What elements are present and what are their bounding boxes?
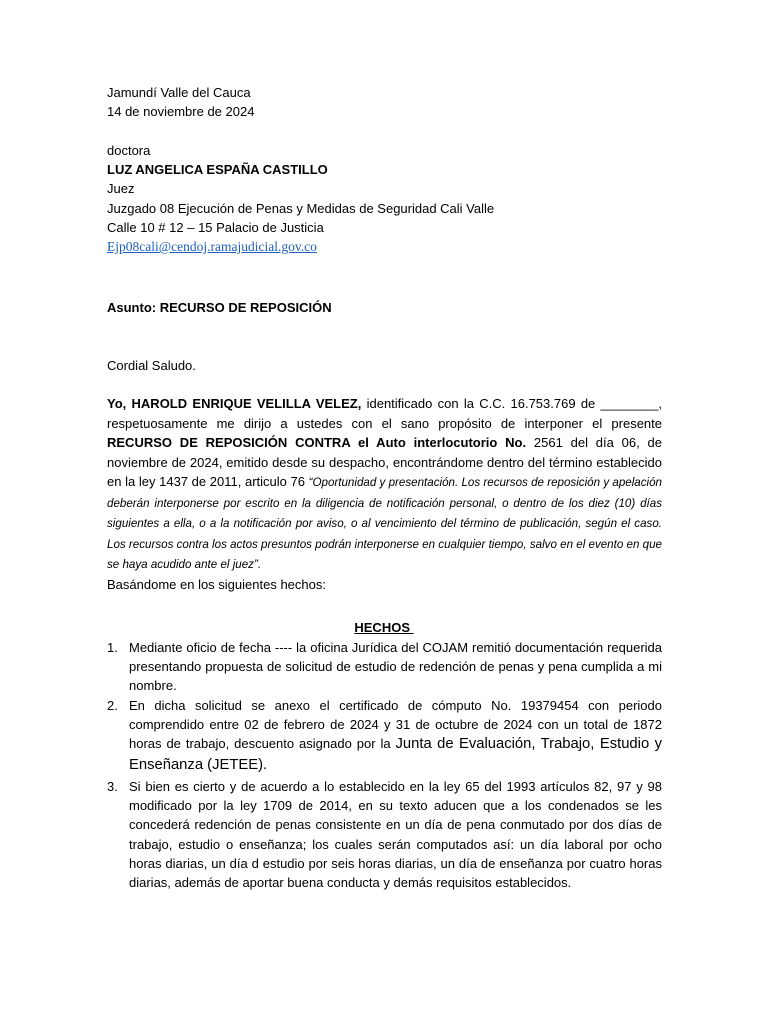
petitioner-name: HAROLD ENRIQUE VELILLA VELEZ, [131, 396, 362, 411]
facts-heading: HECHOS [354, 620, 414, 635]
fact-text: Si bien es cierto y de acuerdo a lo establecido en la ley 65 del 1993 artículos 82, 97 y 98 modificado por la ley 1709 de 2014, en su texto aducen que a los condenados se les concederá redención de penas consistente en un día de pena conmutado por dos días de trabajo, estudio o enseñanza; los cuales serán computados así: un día laboral por ocho horas diarias, un día d estudio por seis horas diarias, un día de enseñanza por cuatro horas diarias, además de aportar buena conducta y demás requisitos establecidos. [129, 779, 662, 891]
recipient-address: Calle 10 # 12 – 15 Palacio de Justicia [107, 220, 324, 235]
intro-text-1: identificado con la C.C. 16.753.769 de ________, respetuosamente me dirijo a ustedes con el sano propósito de interponer el presente [107, 396, 663, 431]
subject-line: Asunto: RECURSO DE REPOSICIÓN [107, 300, 332, 315]
legal-quote: “Oportunidad y presentación. Los recursos de reposición y apelación deberán interponerse por escrito en la diligencia de notificación personal, o dentro de los diez (10) días siguientes a ella, o a la notificación por aviso, o al vencimiento del término de publicación, según el caso. Los recursos contra los actos presuntos podrán interponerse en cualquier tiempo, salvo en el evento en que se haya acudido ante el juez”. [107, 476, 663, 571]
fact-text-jetee: Junta de Evaluación, Trabajo, Estudio y Enseñanza (JETEE). [129, 736, 662, 773]
place-line: Jamundí Valle del Cauca [107, 85, 251, 100]
fact-item-3 [107, 777, 662, 892]
intro-closing: Basándome en los siguientes hechos: [107, 576, 326, 592]
date-line: 14 de noviembre de 2024 [107, 104, 255, 119]
recipient-title: doctora [107, 143, 151, 158]
fact-text: En dicha solicitud se anexo el certificado de cómputo No. 19379454 con periodo comprendido entre 02 de febrero de 2024 y 31 de octubre de 2024 con un total de 1872 horas de trabajo, descuento asignado por la [129, 698, 662, 752]
intro-recurso: RECURSO DE REPOSICIÓN CONTRA el Auto interlocutorio No. [107, 435, 527, 450]
intro-yo: Yo, [107, 396, 132, 411]
fact-number: 3. [107, 779, 118, 794]
fact-item-2 [107, 696, 662, 775]
email-link[interactable]: Ejp08cali@cendoj.ramajudicial.gov.co [107, 239, 317, 254]
recipient-court: Juzgado 08 Ejecución de Penas y Medidas de Seguridad Cali Valle [107, 201, 495, 216]
fact-item-1 [107, 638, 662, 696]
intro-text-2: 2561 del día 06, de noviembre de 2024, emitido desde su despacho, encontrándome dentro del término establecido en la ley 1437 de 2011, articulo 76 [107, 435, 662, 489]
recipient-role: Juez [107, 181, 135, 196]
recipient-email-line [107, 237, 317, 256]
intro-paragraph [107, 394, 662, 594]
fact-number: 2. [107, 698, 118, 713]
fact-text: Mediante oficio de fecha ---- la oficina Jurídica del COJAM remitió documentación requerida presentando propuesta de solicitud de estudio de redención de penas y pena cumplida a mi nombre. [129, 640, 662, 694]
recipient-name: LUZ ANGELICA ESPAÑA CASTILLO [107, 162, 328, 177]
fact-text-wrap [129, 696, 662, 775]
fact-number: 1. [107, 640, 118, 655]
greeting: Cordial Saludo. [107, 358, 196, 373]
